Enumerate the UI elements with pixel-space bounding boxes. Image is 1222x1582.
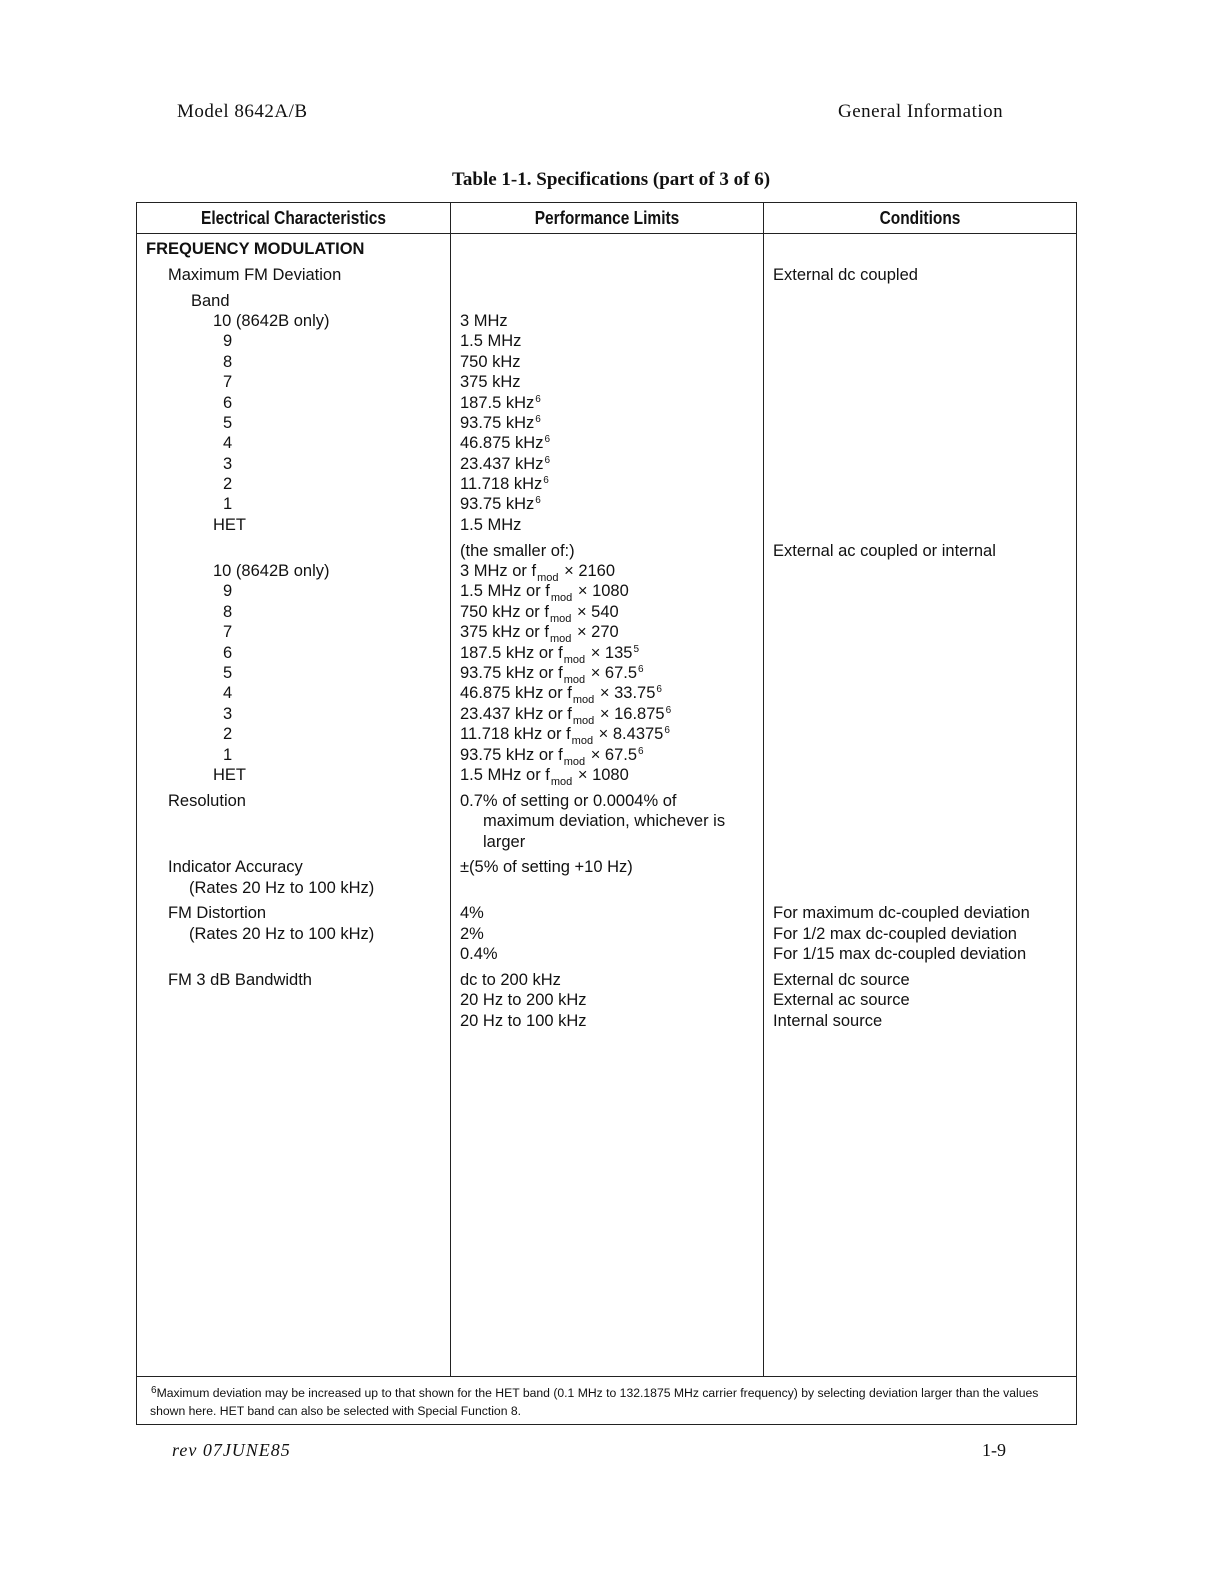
condition-text: For 1/15 max dc-coupled deviation (773, 945, 1027, 964)
limit-value: 93.75 kHz or $f_{mod} \times 67.5^6$ (460, 745, 644, 768)
limit-value: 3 MHz (460, 311, 508, 330)
characteristic-label: Band (191, 291, 230, 310)
limit-value: 375 kHz (460, 373, 521, 392)
band-label: 9 (223, 582, 233, 601)
band-label: 1 (223, 745, 233, 764)
band-label: 6 (223, 643, 233, 662)
band-label: 8 (223, 602, 233, 621)
condition-text: External ac source (773, 991, 910, 1010)
resolution-value: 0.7% of setting or 0.0004% of (460, 791, 677, 810)
characteristic-label: Resolution (168, 791, 246, 810)
band-label: 4 (223, 434, 233, 453)
band-label: 7 (223, 373, 233, 392)
condition-text: External dc source (773, 971, 910, 990)
limit-value: 1.5 MHz or $f_{mod} \times 1080$ (460, 765, 629, 788)
condition-text: External ac coupled or internal (773, 541, 996, 560)
header-rule (136, 233, 1077, 234)
band-label: 5 (223, 663, 233, 682)
limit-value: 375 kHz or $f_{mod} \times 270$ (460, 623, 619, 646)
band-label: 5 (223, 413, 233, 432)
bandwidth-value: 20 Hz to 100 kHz (460, 1011, 587, 1030)
characteristic-label: Maximum FM Deviation (168, 265, 342, 284)
characteristics-column (146, 239, 374, 990)
condition-text: External dc coupled (773, 265, 918, 284)
resolution-value: maximum deviation, whichever is (483, 812, 726, 831)
bandwidth-value: 20 Hz to 200 kHz (460, 991, 587, 1010)
limit-value: 93.75 kHz or $f_{mod} \times 67.5^6$ (460, 663, 644, 686)
limit-value: 1.5 MHz (460, 332, 522, 351)
bandwidth-value: dc to 200 kHz (460, 971, 561, 990)
limit-value: 187.5 kHz$^6$ (460, 393, 541, 412)
band-label: 7 (223, 623, 233, 642)
band-label: 3 (223, 454, 233, 473)
characteristic-label: FM 3 dB Bandwidth (168, 971, 312, 990)
band-label: 8 (223, 352, 233, 371)
band-label: 3 (223, 704, 233, 723)
smaller-of-note: (the smaller of:) (460, 541, 575, 560)
column-divider (450, 202, 451, 1377)
footnote-rule (136, 1376, 1077, 1377)
column-header-characteristics: Electrical Characteristics (200, 208, 387, 228)
header-section: General Information (838, 101, 1004, 122)
characteristic-note: (Rates 20 Hz to 100 kHz) (189, 878, 375, 897)
band-label: 1 (223, 495, 233, 514)
band-label: 6 (223, 393, 233, 412)
distortion-value: 2% (460, 924, 484, 943)
resolution-value: larger (483, 832, 526, 851)
band-label: 2 (223, 475, 233, 494)
band-label: 2 (223, 725, 233, 744)
footnote: $^6$Maximum deviation may be increased up to that shown for the HET band (0.1 MHz to 132.1875 MHz carrier frequency) by selecting deviation larger than the values shown here. HET band can also be selected with Special Function 8. (150, 1385, 1039, 1418)
limit-value: 93.75 kHz$^6$ (460, 495, 541, 514)
header-model: Model 8642A/B (177, 101, 308, 122)
limit-value: 3 MHz or $f_{mod} \times 2160$ (460, 562, 616, 585)
page-number: 1-9 (982, 1440, 1006, 1460)
limit-value: 46.875 kHz or $f_{mod} \times 33.75^6$ (460, 684, 662, 707)
band-label: 10 (8642B only) (213, 562, 330, 581)
band-label: HET (213, 515, 246, 534)
limit-value: 750 kHz or $f_{mod} \times 540$ (460, 602, 619, 625)
conditions-column (773, 239, 1030, 1031)
limit-value: 187.5 kHz or $f_{mod} \times 135^5$ (460, 643, 640, 666)
ac-limits (460, 561, 725, 788)
band-label: 9 (223, 332, 233, 351)
limit-value: 750 kHz (460, 352, 521, 371)
column-header-conditions: Conditions (879, 208, 961, 228)
condition-text: For maximum dc-coupled deviation (773, 904, 1030, 923)
condition-text: Internal source (773, 1011, 883, 1030)
limit-value: 1.5 MHz (460, 515, 522, 534)
limit-value: 23.437 kHz$^6$ (460, 454, 551, 473)
limit-value: 23.437 kHz or $f_{mod} \times 16.875^6$ (460, 704, 672, 727)
limit-value: 11.718 kHz or $f_{mod} \times 8.4375^6$ (460, 725, 670, 748)
table-caption: Table 1-1. Specifications (part of 3 of 6) (451, 169, 771, 190)
band-label: 10 (8642B only) (213, 311, 330, 330)
distortion-value: 4% (460, 904, 484, 923)
accuracy-value: ±(5% of setting +10 Hz) (460, 858, 633, 877)
limit-value: 93.75 kHz$^6$ (460, 413, 541, 432)
limits-column (460, 239, 725, 1031)
dc-limits (460, 311, 725, 535)
section-heading: FREQUENCY MODULATION (146, 240, 365, 258)
characteristic-note: (Rates 20 Hz to 100 kHz) (189, 924, 375, 943)
column-divider (763, 202, 764, 1377)
band-label: HET (213, 765, 246, 784)
limit-value: 1.5 MHz or $f_{mod} \times 1080$ (460, 582, 629, 605)
condition-text: For 1/2 max dc-coupled deviation (773, 924, 1017, 943)
characteristic-label: FM Distortion (168, 904, 267, 923)
limit-value: 11.718 kHz$^6$ (460, 475, 549, 494)
characteristic-label: Indicator Accuracy (168, 858, 303, 877)
distortion-value: 0.4% (460, 945, 498, 964)
limit-value: 46.875 kHz$^6$ (460, 434, 551, 453)
column-header-limits: Performance Limits (534, 208, 680, 228)
revision-date: rev 07JUNE85 (172, 1440, 291, 1460)
band-label: 4 (223, 684, 233, 703)
